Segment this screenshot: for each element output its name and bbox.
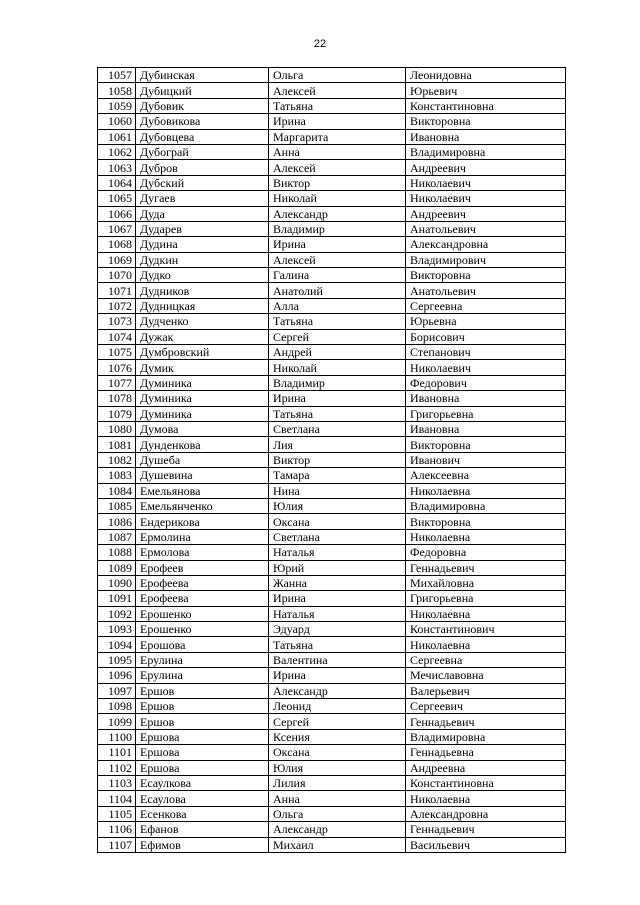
row-number-cell: 1064: [98, 175, 136, 190]
patronymic-cell: Степанович: [406, 345, 566, 360]
table-row: [98, 391, 566, 406]
patronymic-cell: Александровна: [406, 806, 566, 821]
row-number-cell: 1107: [98, 837, 136, 852]
row-number-cell: 1063: [98, 160, 136, 175]
first-name-cell: Светлана: [269, 529, 406, 544]
row-number-cell: 1086: [98, 514, 136, 529]
first-name-cell: Николай: [269, 191, 406, 206]
table-row: [98, 421, 566, 436]
first-name-cell: Татьяна: [269, 98, 406, 113]
surname-cell: Дудкин: [136, 252, 269, 267]
patronymic-cell: Ивановна: [406, 391, 566, 406]
table-row: [98, 514, 566, 529]
surname-cell: Дудницкая: [136, 298, 269, 313]
table-row: [98, 498, 566, 513]
table-row: [98, 252, 566, 267]
first-name-cell: Галина: [269, 268, 406, 283]
patronymic-cell: Федорович: [406, 375, 566, 390]
first-name-cell: Жанна: [269, 575, 406, 590]
patronymic-cell: Мечиславовна: [406, 668, 566, 683]
row-number-cell: 1106: [98, 822, 136, 837]
row-number-cell: 1100: [98, 729, 136, 744]
patronymic-cell: Владимирович: [406, 252, 566, 267]
patronymic-cell: Анатольевич: [406, 221, 566, 236]
first-name-cell: Наталья: [269, 545, 406, 560]
first-name-cell: Татьяна: [269, 637, 406, 652]
row-number-cell: 1085: [98, 498, 136, 513]
surname-cell: Дудников: [136, 283, 269, 298]
first-name-cell: Николай: [269, 360, 406, 375]
table-row: [98, 699, 566, 714]
surname-cell: Думик: [136, 360, 269, 375]
surname-cell: Есаулкова: [136, 775, 269, 790]
row-number-cell: 1087: [98, 529, 136, 544]
patronymic-cell: Юрьевна: [406, 314, 566, 329]
first-name-cell: Алексей: [269, 83, 406, 98]
table-row: [98, 652, 566, 667]
table-row: [98, 329, 566, 344]
row-number-cell: 1097: [98, 683, 136, 698]
table-row: [98, 606, 566, 621]
surname-cell: Дунденкова: [136, 437, 269, 452]
table-row: [98, 837, 566, 852]
table-row: [98, 160, 566, 175]
row-number-cell: 1089: [98, 560, 136, 575]
row-number-cell: 1103: [98, 775, 136, 790]
patronymic-cell: Леонидовна: [406, 68, 566, 83]
table-row: [98, 575, 566, 590]
first-name-cell: Тамара: [269, 468, 406, 483]
row-number-cell: 1068: [98, 237, 136, 252]
patronymic-cell: Владимировна: [406, 498, 566, 513]
patronymic-cell: Николаевна: [406, 529, 566, 544]
patronymic-cell: Григорьевна: [406, 591, 566, 606]
patronymic-cell: Викторовна: [406, 437, 566, 452]
table-row: [98, 560, 566, 575]
first-name-cell: Александр: [269, 683, 406, 698]
patronymic-cell: Иванович: [406, 452, 566, 467]
first-name-cell: Анна: [269, 791, 406, 806]
surname-cell: Есенкова: [136, 806, 269, 821]
first-name-cell: Валентина: [269, 652, 406, 667]
row-number-cell: 1073: [98, 314, 136, 329]
surname-cell: Ершова: [136, 745, 269, 760]
first-name-cell: Ольга: [269, 806, 406, 821]
row-number-cell: 1092: [98, 606, 136, 621]
first-name-cell: Анатолий: [269, 283, 406, 298]
patronymic-cell: Николаевна: [406, 637, 566, 652]
table-row: [98, 545, 566, 560]
row-number-cell: 1088: [98, 545, 136, 560]
row-number-cell: 1081: [98, 437, 136, 452]
patronymic-cell: Ивановна: [406, 129, 566, 144]
table-row: [98, 791, 566, 806]
surname-cell: Ершов: [136, 699, 269, 714]
surname-cell: Душевина: [136, 468, 269, 483]
table-row: [98, 591, 566, 606]
first-name-cell: Ирина: [269, 591, 406, 606]
patronymic-cell: Геннадьевич: [406, 714, 566, 729]
surname-cell: Думбровский: [136, 345, 269, 360]
row-number-cell: 1072: [98, 298, 136, 313]
surname-cell: Ефанов: [136, 822, 269, 837]
surname-cell: Дудко: [136, 268, 269, 283]
row-number-cell: 1067: [98, 221, 136, 236]
row-number-cell: 1059: [98, 98, 136, 113]
surname-cell: Дугаев: [136, 191, 269, 206]
patronymic-cell: Алексеевна: [406, 468, 566, 483]
surname-cell: Думиника: [136, 375, 269, 390]
table-row: [98, 144, 566, 159]
first-name-cell: Ирина: [269, 237, 406, 252]
surname-cell: Дубский: [136, 175, 269, 190]
table-row: [98, 729, 566, 744]
first-name-cell: Светлана: [269, 421, 406, 436]
patronymic-cell: Константинович: [406, 622, 566, 637]
surname-cell: Дужак: [136, 329, 269, 344]
row-number-cell: 1066: [98, 206, 136, 221]
surname-cell: Ермолина: [136, 529, 269, 544]
row-number-cell: 1077: [98, 375, 136, 390]
table-row: [98, 468, 566, 483]
surname-cell: Дубров: [136, 160, 269, 175]
table-row: [98, 68, 566, 83]
surname-cell: Ерошенко: [136, 622, 269, 637]
table-row: [98, 206, 566, 221]
surname-cell: Ерошенко: [136, 606, 269, 621]
first-name-cell: Александр: [269, 206, 406, 221]
table-row: [98, 714, 566, 729]
first-name-cell: Юрий: [269, 560, 406, 575]
row-number-cell: 1101: [98, 745, 136, 760]
row-number-cell: 1104: [98, 791, 136, 806]
first-name-cell: Ирина: [269, 668, 406, 683]
surname-cell: Ермолова: [136, 545, 269, 560]
names-table: [97, 67, 566, 853]
patronymic-cell: Борисович: [406, 329, 566, 344]
patronymic-cell: Владимировна: [406, 729, 566, 744]
surname-cell: Дубовик: [136, 98, 269, 113]
table-row: [98, 529, 566, 544]
surname-cell: Дудченко: [136, 314, 269, 329]
patronymic-cell: Геннадьевич: [406, 822, 566, 837]
patronymic-cell: Федоровна: [406, 545, 566, 560]
first-name-cell: Ирина: [269, 114, 406, 129]
table-row: [98, 668, 566, 683]
surname-cell: Дуда: [136, 206, 269, 221]
table-row: [98, 375, 566, 390]
table-row: [98, 745, 566, 760]
table-row: [98, 221, 566, 236]
row-number-cell: 1078: [98, 391, 136, 406]
patronymic-cell: Николаевич: [406, 360, 566, 375]
first-name-cell: Алексей: [269, 160, 406, 175]
table-row: [98, 83, 566, 98]
patronymic-cell: Николаевич: [406, 175, 566, 190]
first-name-cell: Алексей: [269, 252, 406, 267]
first-name-cell: Татьяна: [269, 406, 406, 421]
first-name-cell: Михаил: [269, 837, 406, 852]
row-number-cell: 1057: [98, 68, 136, 83]
table-row: [98, 191, 566, 206]
surname-cell: Емельянченко: [136, 498, 269, 513]
row-number-cell: 1069: [98, 252, 136, 267]
surname-cell: Дубограй: [136, 144, 269, 159]
table-row: [98, 283, 566, 298]
surname-cell: Думова: [136, 421, 269, 436]
row-number-cell: 1105: [98, 806, 136, 821]
first-name-cell: Владимир: [269, 375, 406, 390]
table-row: [98, 314, 566, 329]
surname-cell: Дудина: [136, 237, 269, 252]
row-number-cell: 1071: [98, 283, 136, 298]
patronymic-cell: Николаевна: [406, 483, 566, 498]
surname-cell: Ерошова: [136, 637, 269, 652]
row-number-cell: 1082: [98, 452, 136, 467]
row-number-cell: 1080: [98, 421, 136, 436]
row-number-cell: 1074: [98, 329, 136, 344]
row-number-cell: 1058: [98, 83, 136, 98]
table-row: [98, 360, 566, 375]
first-name-cell: Юлия: [269, 760, 406, 775]
patronymic-cell: Валерьевич: [406, 683, 566, 698]
first-name-cell: Анна: [269, 144, 406, 159]
first-name-cell: Татьяна: [269, 314, 406, 329]
first-name-cell: Маргарита: [269, 129, 406, 144]
patronymic-cell: Андреевич: [406, 160, 566, 175]
row-number-cell: 1079: [98, 406, 136, 421]
first-name-cell: Оксана: [269, 514, 406, 529]
first-name-cell: Лия: [269, 437, 406, 452]
first-name-cell: Наталья: [269, 606, 406, 621]
patronymic-cell: Геннадьевич: [406, 560, 566, 575]
row-number-cell: 1096: [98, 668, 136, 683]
surname-cell: Ерулина: [136, 668, 269, 683]
patronymic-cell: Сергеевна: [406, 298, 566, 313]
first-name-cell: Виктор: [269, 452, 406, 467]
page-number: 22: [313, 38, 327, 50]
row-number-cell: 1083: [98, 468, 136, 483]
first-name-cell: Сергей: [269, 714, 406, 729]
row-number-cell: 1090: [98, 575, 136, 590]
patronymic-cell: Викторовна: [406, 114, 566, 129]
patronymic-cell: Юрьевич: [406, 83, 566, 98]
row-number-cell: 1065: [98, 191, 136, 206]
patronymic-cell: Григорьевна: [406, 406, 566, 421]
patronymic-cell: Владимировна: [406, 144, 566, 159]
surname-cell: Душеба: [136, 452, 269, 467]
table-row: [98, 114, 566, 129]
row-number-cell: 1098: [98, 699, 136, 714]
row-number-cell: 1060: [98, 114, 136, 129]
patronymic-cell: Николаевна: [406, 791, 566, 806]
row-number-cell: 1084: [98, 483, 136, 498]
surname-cell: Ерофеева: [136, 575, 269, 590]
first-name-cell: Нина: [269, 483, 406, 498]
row-number-cell: 1091: [98, 591, 136, 606]
patronymic-cell: Сергеевич: [406, 699, 566, 714]
row-number-cell: 1061: [98, 129, 136, 144]
table-row: [98, 683, 566, 698]
surname-cell: Думиника: [136, 406, 269, 421]
table-row: [98, 760, 566, 775]
patronymic-cell: Андреевич: [406, 206, 566, 221]
patronymic-cell: Анатольевич: [406, 283, 566, 298]
patronymic-cell: Константиновна: [406, 98, 566, 113]
table-row: [98, 298, 566, 313]
surname-cell: Есаулова: [136, 791, 269, 806]
row-number-cell: 1094: [98, 637, 136, 652]
table-row: [98, 175, 566, 190]
patronymic-cell: Александровна: [406, 237, 566, 252]
surname-cell: Ершов: [136, 683, 269, 698]
row-number-cell: 1102: [98, 760, 136, 775]
patronymic-cell: Константиновна: [406, 775, 566, 790]
row-number-cell: 1093: [98, 622, 136, 637]
table-row: [98, 622, 566, 637]
first-name-cell: Ольга: [269, 68, 406, 83]
surname-cell: Дубицкий: [136, 83, 269, 98]
table-row: [98, 437, 566, 452]
table-row: [98, 775, 566, 790]
surname-cell: Дубовикова: [136, 114, 269, 129]
surname-cell: Дубинская: [136, 68, 269, 83]
row-number-cell: 1070: [98, 268, 136, 283]
patronymic-cell: Сергеевна: [406, 652, 566, 667]
surname-cell: Дубовцева: [136, 129, 269, 144]
first-name-cell: Андрей: [269, 345, 406, 360]
first-name-cell: Владимир: [269, 221, 406, 236]
table-row: [98, 637, 566, 652]
surname-cell: Ершова: [136, 760, 269, 775]
patronymic-cell: Васильевич: [406, 837, 566, 852]
surname-cell: Ершов: [136, 714, 269, 729]
row-number-cell: 1062: [98, 144, 136, 159]
first-name-cell: Алла: [269, 298, 406, 313]
surname-cell: Дударев: [136, 221, 269, 236]
table-row: [98, 98, 566, 113]
row-number-cell: 1076: [98, 360, 136, 375]
table-row: [98, 406, 566, 421]
table-row: [98, 268, 566, 283]
patronymic-cell: Михайловна: [406, 575, 566, 590]
patronymic-cell: Ивановна: [406, 421, 566, 436]
patronymic-cell: Андреевна: [406, 760, 566, 775]
surname-cell: Ефимов: [136, 837, 269, 852]
names-table-body: [98, 68, 566, 853]
first-name-cell: Леонид: [269, 699, 406, 714]
first-name-cell: Оксана: [269, 745, 406, 760]
table-row: [98, 237, 566, 252]
first-name-cell: Ксения: [269, 729, 406, 744]
surname-cell: Ендерикова: [136, 514, 269, 529]
first-name-cell: Эдуард: [269, 622, 406, 637]
first-name-cell: Юлия: [269, 498, 406, 513]
table-row: [98, 483, 566, 498]
table-row: [98, 129, 566, 144]
first-name-cell: Сергей: [269, 329, 406, 344]
table-row: [98, 822, 566, 837]
surname-cell: Емельянова: [136, 483, 269, 498]
patronymic-cell: Николаевна: [406, 606, 566, 621]
surname-cell: Думиника: [136, 391, 269, 406]
first-name-cell: Ирина: [269, 391, 406, 406]
surname-cell: Ерофеев: [136, 560, 269, 575]
patronymic-cell: Геннадьевна: [406, 745, 566, 760]
first-name-cell: Виктор: [269, 175, 406, 190]
row-number-cell: 1095: [98, 652, 136, 667]
patronymic-cell: Викторовна: [406, 514, 566, 529]
first-name-cell: Лилия: [269, 775, 406, 790]
patronymic-cell: Николаевич: [406, 191, 566, 206]
patronymic-cell: Викторовна: [406, 268, 566, 283]
row-number-cell: 1075: [98, 345, 136, 360]
surname-cell: Ерофеева: [136, 591, 269, 606]
table-row: [98, 345, 566, 360]
table-row: [98, 452, 566, 467]
table-row: [98, 806, 566, 821]
first-name-cell: Александр: [269, 822, 406, 837]
surname-cell: Ершова: [136, 729, 269, 744]
surname-cell: Ерулина: [136, 652, 269, 667]
row-number-cell: 1099: [98, 714, 136, 729]
